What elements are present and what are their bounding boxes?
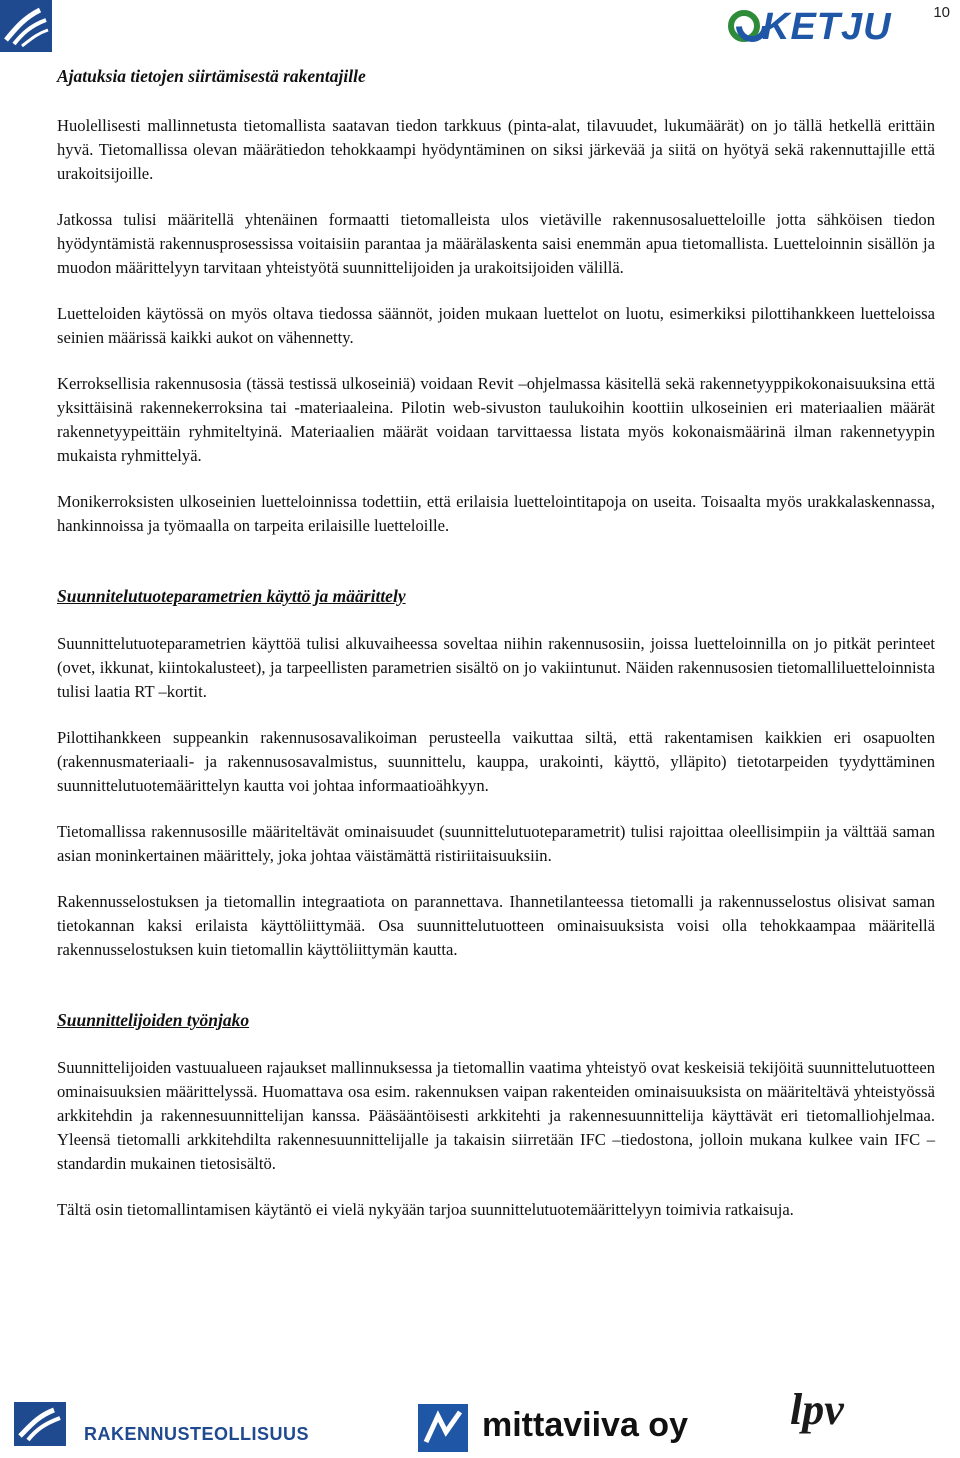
mittaviiva-logo — [418, 1404, 708, 1454]
rt-emblem-icon — [14, 1402, 66, 1446]
mittaviiva-logo-text: mittaviiva oy — [482, 1406, 688, 1444]
paragraph: Luetteloiden käytössä on myös oltava tiedossa säännöt, joiden mukaan luettelot on luotu, esimerkiksi pilottihankkeen luetteloissa seinien määrissä kaikki aukot on vähennetty. — [57, 304, 935, 347]
rt-emblem-logo — [0, 0, 52, 52]
ketju-logo-text: KETJU — [762, 6, 892, 48]
lpv-logo: lpv — [790, 1385, 844, 1434]
rakennusteollisuus-logo-text: RAKENNUSTEOLLISUUS — [84, 1424, 310, 1444]
section-heading: Ajatuksia tietojen siirtämisestä rakentajille — [57, 66, 366, 86]
paragraph: Suunnittelutuoteparametrien käyttöä tulisi alkuvaiheessa soveltaa niihin rakennusosiin, joissa luetteloinnilla on jo pitkät perinteet (ovet, ikkunat, kiintokalusteet), ja tarpeellisten parametrien sisältö on jo vakiintunut. Näiden rakennusosien tietomalliluetteloinnista tulisi laatia RT –kortit. — [57, 634, 935, 701]
section-heading: Suunnittelijoiden työnjako — [57, 1010, 250, 1030]
paragraph: Jatkossa tulisi määritellä yhtenäinen formaatti tietomalleista ulos vietäville rakennusosaluetteloille jotta sähköisen tiedon hyödyntämistä rakennusprosessissa voitaisiin parantaa ja määrälaskenta saisi enemmän apua tietomallista. Luetteloinnin sisällön ja muodon määrittelyyn tarvitaan yhteistyötä suunnittelijoiden ja urakoitsijoiden välillä. — [57, 210, 935, 277]
paragraph: Kerroksellisia rakennusosia (tässä testissä ulkoseiniä) voidaan Revit –ohjelmassa käsitellä sekä rakennetyyppikokonaisuuksina että yksittäisinä rakennekerroksina tai -materiaaleina. Pilotin web-sivuston taulukoihin koottiin ulkoseinien eri materiaalien määrät rakennetyypeittäin ryhmiteltyinä. Materiaalien määrät voidaan tarvittaessa listata myös kokonaismäärinä ilman rakennetyypin mukaista ryhmittelyä. — [57, 374, 935, 465]
paragraph: Pilottihankkeen suppeankin rakennusosavalikoiman perusteella vaikuttaa siltä, että rakentamisen kaikkien eri osapuolten (rakennusmateriaali- ja rakennusosavalmistus, suunnittelu, kauppa, urakointi, käyttö, ylläpito) tietotarpeiden tyydyttäminen suunnittelutuotemäärittelyn kautta voi johtaa informaatioähkyyn. — [57, 728, 935, 795]
paragraph: Suunnittelijoiden vastuualueen rajaukset mallinnuksessa ja tietomallin vaatima yhteistyö ovat keskeisiä tekijöitä suunnittelutuotteen ominaisuuksien määrittelyssä. Huomattava osa esim. rakennuksen vaipan rakenteiden ominaisuuksista on määriteltävä yhteistyössä arkkitehdin ja rakennesuunnittelijan kanssa. Pääsääntöisesti arkkitehti ja rakennesuunnittelija käyttävät eri tietomalliohjelmaa. Yleensä tietomalli arkkitehdilta rakennesuunnittelijalle ja takaisin siirretään IFC –tiedostona, jolloin mukana kulkee vain IFC –standardin mukainen tietosisältö. — [57, 1058, 935, 1173]
paragraph: Tietomallissa rakennusosille määriteltävät ominaisuudet (suunnittelutuoteparametrit) tulisi rajoittaa oleellisimpiin ja välttää saman asian moninkertainen määrittely, joka johtaa väistämättä ristiriitaisuuksiin. — [57, 822, 935, 865]
paragraph: Monikerroksisten ulkoseinien luetteloinnissa todettiin, että erilaisia luettelointitapoja on useita. Toisaalta myös urakkalaskennassa, hankinnoissa ja työmaalla on tarpeita erilaisille luetteloille. — [57, 492, 935, 535]
paragraph: Rakennusselostuksen ja tietomallin integraatiota on parannettava. Ihannetilanteessa tietomalli ja rakennusselostus olisivat saman tietokannan kaksi erilaista käyttöliittymää. Osa suunnittelutuotteen ominaisuuksista voisi olla tehokkaampaa määritellä rakennusselostuksen kuin tietomallin käyttöliittymän kautta. — [57, 892, 935, 959]
mittaviiva-emblem-icon — [418, 1404, 468, 1452]
document-body — [57, 64, 935, 1222]
paragraph: Tältä osin tietomallintamisen käytäntö ei vielä nykyään tarjoa suunnittelutuotemäärittelyyn toimivia ratkaisuja. — [57, 1200, 794, 1219]
rakennusteollisuus-logo — [14, 1402, 344, 1446]
section-heading: Suunnitelutuoteparametrien käyttö ja määrittely — [57, 586, 406, 606]
ketju-logo — [728, 4, 918, 52]
footer-logos — [0, 1384, 960, 1458]
paragraph: Huolellisesti mallinnetusta tietomallista saatavan tiedon tarkkuus (pinta-alat, tilavuudet, lukumäärät) on jo tällä hetkellä erittäin hyvä. Tietomallissa olevan määrätiedon tehokkaampi hyödyntäminen on siksi järkevää ja siitä on hyötyä sekä rakennuttajille että urakoitsijoille. — [57, 116, 935, 183]
page-number: 10 — [933, 4, 950, 21]
